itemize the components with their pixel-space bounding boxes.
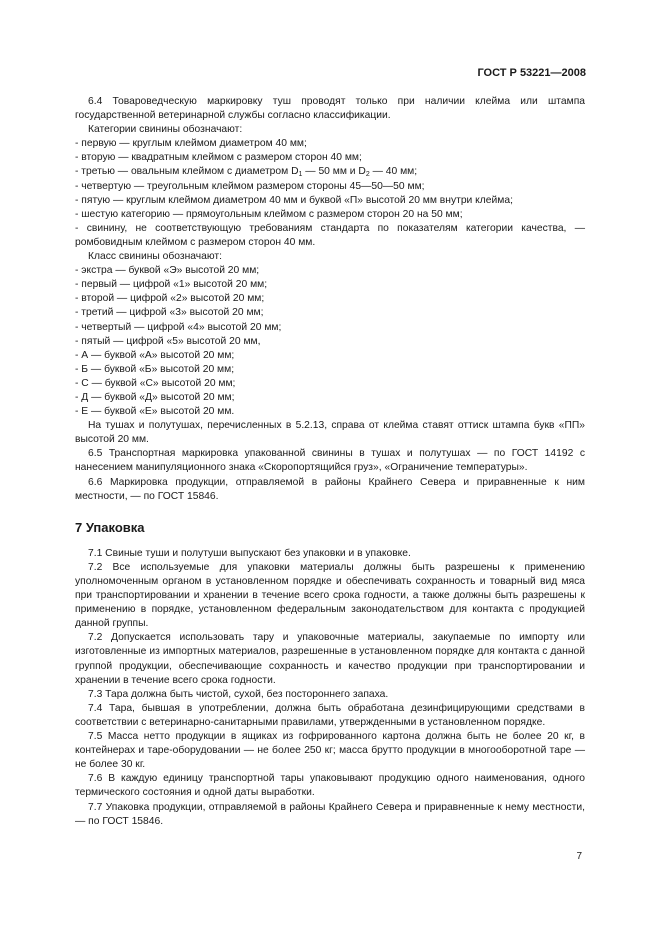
category-item: - первую — круглым клеймом диаметром 40 мм; (75, 138, 307, 150)
paragraph-7-4: 7.4 Тара, бывшая в употреблении, должна быть обработана дезинфицирующими средствами в соответствии с ветеринарно-санитарными правилами, утвержденными в установленном порядке. (75, 702, 585, 728)
category-text: - третью — овальным клеймом с диаметром D (75, 166, 299, 178)
paragraph-6-5: 6.5 Транспортная маркировка упакованной свинины в тушах и полутушах — по ГОСТ 14192 с нанесением манипуляционного знака «Скоропортящийся груз», «Ограничение температуры». (75, 448, 585, 474)
class-intro: Класс свинины обозначают: (88, 251, 222, 263)
standard-code-header: ГОСТ Р 53221—2008 (477, 67, 586, 79)
class-item: - Б — буквой «Б» высотой 20 мм; (75, 363, 235, 375)
category-text: — 40 мм; (369, 166, 418, 178)
class-item: - А — буквой «А» высотой 20 мм; (75, 349, 235, 361)
paragraph-7-1: 7.1 Свиные туши и полутуши выпускают без упаковки и в упаковке. (88, 547, 411, 559)
paragraph-7-7: 7.7 Упаковка продукции, отправляемой в районы Крайнего Севера и приравненные к нему местности, — по ГОСТ 15846. (75, 801, 585, 827)
paragraph-7-2: 7.2 Все используемые для упаковки материалы должны быть разрешены к применению уполномоченным органом в установленном порядке и обеспечивать сохранность и товарный вид мяса при транспортировании и хранении в течение всего срока годности, а также должны быть разрешены к применению в порядке, установленном федеральным законодательством для контакта с продукцией данной группы. (75, 561, 585, 630)
subscript: 2 (365, 171, 370, 179)
category-item: - вторую — квадратным клеймом с размером сторон 40 мм; (75, 152, 362, 164)
category-item-nonstandard: - свинину, не соответствующую требованиям стандарта по показателям категории качества, — ромбовидным клеймом с размером сторон 40 мм. (75, 222, 585, 248)
pp-stamp-note: На тушах и полутушах, перечисленных в 5.2.13, справа от клейма ставят оттиск штампа букв «ПП» высотой 20 мм. (75, 420, 585, 446)
class-item: - С — буквой «С» высотой 20 мм; (75, 377, 236, 389)
paragraph-7-6: 7.6 В каждую единицу транспортной тары упаковывают продукцию одного наименования, одного термического состояния и одной даты выработки. (75, 773, 585, 799)
class-item: - второй — цифрой «2» высотой 20 мм; (75, 293, 265, 305)
categories-intro: Категории свинины обозначают: (88, 124, 243, 136)
page-number: 7 (576, 851, 582, 862)
section-7-title: 7 Упаковка (75, 519, 145, 535)
class-item: - Е — буквой «Е» высотой 20 мм. (75, 406, 235, 418)
category-item-oval (75, 165, 585, 179)
category-text: — 50 мм и D (302, 166, 366, 178)
paragraph-7-3: 7.3 Тара должна быть чистой, сухой, без постороннего запаха. (88, 688, 389, 700)
page-content (75, 95, 585, 829)
class-item: - четвертый — цифрой «4» высотой 20 мм; (75, 321, 282, 333)
class-item: - первый — цифрой «1» высотой 20 мм; (75, 279, 268, 291)
category-item: - шестую категорию — прямоугольным клеймом с размером сторон 20 на 50 мм; (75, 208, 463, 220)
category-item: - четвертую — треугольным клеймом размером стороны 45—50—50 мм; (75, 180, 425, 192)
class-item: - пятый — цифрой «5» высотой 20 мм, (75, 335, 261, 347)
subscript: 1 (298, 171, 303, 179)
class-item: - Д — буквой «Д» высотой 20 мм; (75, 391, 235, 403)
paragraph-6-4: 6.4 Товароведческую маркировку туш проводят только при наличии клейма или штампа государственной ветеринарной службы согласно классификации. (75, 96, 585, 122)
paragraph-6-6: 6.6 Маркировка продукции, отправляемой в районы Крайнего Севера и приравненные к ним местности, — по ГОСТ 15846. (75, 476, 585, 502)
category-item: - пятую — круглым клеймом диаметром 40 мм и буквой «П» высотой 20 мм внутри клейма; (75, 194, 513, 206)
class-item: - экстра — буквой «Э» высотой 20 мм; (75, 265, 260, 277)
paragraph-7-5: 7.5 Масса нетто продукции в ящиках из гофрированного картона должна быть не более 20 кг, в контейнерах и таре-оборудовании — не более 250 кг; масса брутто продукции в многооборотной таре — не более 30 кг. (75, 731, 585, 771)
paragraph-7-2-import: 7.2 Допускается использовать тару и упаковочные материалы, закупаемые по импорту или изготовленные из импортных материалов, разрешенные в установленном порядке для контакта с данной группой продукции, обеспечивающие сохранность и качество продукции при транспортировании и хранении в течение всего срока годности. (75, 632, 585, 686)
class-item: - третий — цифрой «3» высотой 20 мм; (75, 307, 264, 319)
